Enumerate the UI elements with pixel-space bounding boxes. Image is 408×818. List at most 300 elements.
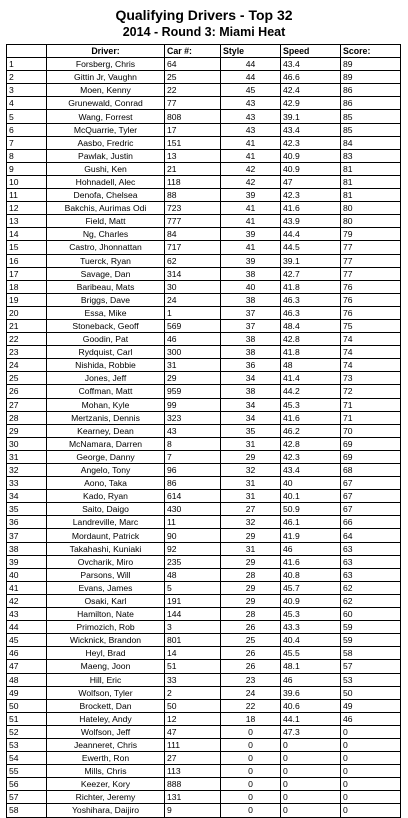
cell-style: 0 <box>221 738 281 751</box>
cell-car-number: 24 <box>165 293 221 306</box>
cell-speed: 46 <box>281 673 341 686</box>
cell-speed: 50.9 <box>281 503 341 516</box>
table-row <box>7 725 401 738</box>
cell-position: 30 <box>7 437 47 450</box>
cell-score: 66 <box>341 516 401 529</box>
cell-speed: 47.3 <box>281 725 341 738</box>
table-row <box>7 791 401 804</box>
cell-car-number: 22 <box>165 84 221 97</box>
cell-speed: 46.6 <box>281 71 341 84</box>
cell-car-number: 191 <box>165 594 221 607</box>
cell-speed: 46.3 <box>281 293 341 306</box>
cell-driver: Kearney, Dean <box>47 424 165 437</box>
cell-style: 42 <box>221 175 281 188</box>
cell-car-number: 84 <box>165 228 221 241</box>
cell-driver: Savage, Dan <box>47 267 165 280</box>
cell-score: 62 <box>341 594 401 607</box>
cell-score: 67 <box>341 490 401 503</box>
cell-position: 3 <box>7 84 47 97</box>
cell-speed: 41.8 <box>281 346 341 359</box>
cell-score: 46 <box>341 712 401 725</box>
cell-score: 85 <box>341 123 401 136</box>
cell-speed: 45.5 <box>281 647 341 660</box>
cell-position: 13 <box>7 215 47 228</box>
cell-score: 50 <box>341 686 401 699</box>
table-row <box>7 123 401 136</box>
cell-style: 37 <box>221 319 281 332</box>
cell-style: 31 <box>221 477 281 490</box>
cell-score: 81 <box>341 189 401 202</box>
cell-style: 44 <box>221 71 281 84</box>
cell-style: 25 <box>221 634 281 647</box>
cell-style: 38 <box>221 346 281 359</box>
cell-speed: 42.4 <box>281 84 341 97</box>
cell-position: 34 <box>7 490 47 503</box>
table-row <box>7 529 401 542</box>
cell-score: 85 <box>341 110 401 123</box>
cell-speed: 41.6 <box>281 411 341 424</box>
table-row <box>7 306 401 319</box>
cell-score: 0 <box>341 791 401 804</box>
table-row <box>7 241 401 254</box>
cell-driver: Hohnadell, Alec <box>47 175 165 188</box>
cell-style: 45 <box>221 84 281 97</box>
cell-style: 32 <box>221 516 281 529</box>
cell-style: 26 <box>221 621 281 634</box>
cell-speed: 0 <box>281 791 341 804</box>
cell-style: 41 <box>221 149 281 162</box>
cell-position: 27 <box>7 398 47 411</box>
page-title: Qualifying Drivers - Top 32 <box>115 7 293 23</box>
cell-car-number: 111 <box>165 738 221 751</box>
table-row <box>7 594 401 607</box>
cell-score: 68 <box>341 464 401 477</box>
cell-speed: 43.4 <box>281 123 341 136</box>
table-row <box>7 424 401 437</box>
cell-position: 40 <box>7 568 47 581</box>
cell-style: 34 <box>221 398 281 411</box>
cell-car-number: 5 <box>165 581 221 594</box>
cell-style: 0 <box>221 725 281 738</box>
cell-car-number: 2 <box>165 686 221 699</box>
cell-car-number: 12 <box>165 712 221 725</box>
cell-style: 31 <box>221 542 281 555</box>
table-row <box>7 542 401 555</box>
cell-car-number: 614 <box>165 490 221 503</box>
cell-driver: Mills, Chris <box>47 765 165 778</box>
cell-score: 86 <box>341 84 401 97</box>
table-row <box>7 464 401 477</box>
cell-style: 26 <box>221 660 281 673</box>
cell-driver: Stoneback, Geoff <box>47 319 165 332</box>
cell-driver: Richter, Jeremy <box>47 791 165 804</box>
cell-style: 22 <box>221 699 281 712</box>
cell-position: 6 <box>7 123 47 136</box>
cell-driver: Heyl, Brad <box>47 647 165 660</box>
cell-speed: 45.3 <box>281 608 341 621</box>
table-row <box>7 450 401 463</box>
table-row <box>7 333 401 346</box>
cell-driver: Yoshihara, Daijiro <box>47 804 165 817</box>
table-row <box>7 660 401 673</box>
cell-speed: 44.4 <box>281 228 341 241</box>
cell-driver: Jeanneret, Chris <box>47 738 165 751</box>
cell-style: 34 <box>221 372 281 385</box>
cell-position: 2 <box>7 71 47 84</box>
table-row <box>7 699 401 712</box>
table-row <box>7 568 401 581</box>
cell-style: 18 <box>221 712 281 725</box>
cell-driver: Brockett, Dan <box>47 699 165 712</box>
cell-score: 0 <box>341 765 401 778</box>
cell-style: 41 <box>221 136 281 149</box>
cell-driver: Hateley, Andy <box>47 712 165 725</box>
cell-car-number: 131 <box>165 791 221 804</box>
cell-position: 50 <box>7 699 47 712</box>
cell-speed: 48.4 <box>281 319 341 332</box>
cell-position: 19 <box>7 293 47 306</box>
cell-speed: 0 <box>281 738 341 751</box>
cell-driver: Denofa, Chelsea <box>47 189 165 202</box>
cell-car-number: 29 <box>165 372 221 385</box>
cell-speed: 41.6 <box>281 202 341 215</box>
cell-speed: 40.9 <box>281 162 341 175</box>
cell-position: 32 <box>7 464 47 477</box>
cell-score: 84 <box>341 136 401 149</box>
cell-driver: Moen, Kenny <box>47 84 165 97</box>
cell-speed: 44.5 <box>281 241 341 254</box>
cell-style: 0 <box>221 752 281 765</box>
cell-speed: 40.9 <box>281 594 341 607</box>
cell-speed: 39.1 <box>281 254 341 267</box>
cell-score: 0 <box>341 804 401 817</box>
cell-car-number: 723 <box>165 202 221 215</box>
table-row <box>7 608 401 621</box>
cell-speed: 42.9 <box>281 97 341 110</box>
cell-speed: 0 <box>281 778 341 791</box>
table-row <box>7 110 401 123</box>
cell-score: 76 <box>341 293 401 306</box>
table-row <box>7 621 401 634</box>
cell-car-number: 25 <box>165 71 221 84</box>
table-row <box>7 215 401 228</box>
cell-score: 71 <box>341 398 401 411</box>
column-header-speed: Speed <box>281 45 341 58</box>
table-row <box>7 804 401 817</box>
cell-driver: Wicknick, Brandon <box>47 634 165 647</box>
cell-style: 39 <box>221 228 281 241</box>
cell-driver: Gittin Jr, Vaughn <box>47 71 165 84</box>
cell-car-number: 88 <box>165 189 221 202</box>
cell-driver: Aono, Taka <box>47 477 165 490</box>
cell-score: 76 <box>341 306 401 319</box>
table-row <box>7 503 401 516</box>
cell-car-number: 777 <box>165 215 221 228</box>
table-row <box>7 175 401 188</box>
cell-speed: 43.4 <box>281 58 341 71</box>
table-row <box>7 319 401 332</box>
cell-score: 74 <box>341 333 401 346</box>
cell-speed: 0 <box>281 804 341 817</box>
table-row <box>7 162 401 175</box>
cell-speed: 0 <box>281 752 341 765</box>
cell-speed: 40.1 <box>281 490 341 503</box>
cell-speed: 42.8 <box>281 333 341 346</box>
cell-car-number: 90 <box>165 529 221 542</box>
cell-score: 49 <box>341 699 401 712</box>
cell-driver: Mohan, Kyle <box>47 398 165 411</box>
cell-car-number: 11 <box>165 516 221 529</box>
cell-score: 0 <box>341 752 401 765</box>
cell-driver: Forsberg, Chris <box>47 58 165 71</box>
cell-score: 79 <box>341 228 401 241</box>
cell-position: 22 <box>7 333 47 346</box>
cell-score: 60 <box>341 608 401 621</box>
cell-driver: Rydquist, Carl <box>47 346 165 359</box>
cell-position: 23 <box>7 346 47 359</box>
cell-position: 39 <box>7 555 47 568</box>
cell-driver: Keezer, Kory <box>47 778 165 791</box>
cell-position: 29 <box>7 424 47 437</box>
cell-position: 42 <box>7 594 47 607</box>
cell-position: 43 <box>7 608 47 621</box>
cell-car-number: 27 <box>165 752 221 765</box>
cell-position: 58 <box>7 804 47 817</box>
cell-style: 39 <box>221 254 281 267</box>
table-row <box>7 634 401 647</box>
cell-car-number: 96 <box>165 464 221 477</box>
cell-position: 33 <box>7 477 47 490</box>
cell-driver: Castro, Jhonnattan <box>47 241 165 254</box>
cell-position: 55 <box>7 765 47 778</box>
cell-car-number: 99 <box>165 398 221 411</box>
cell-car-number: 888 <box>165 778 221 791</box>
cell-driver: Angelo, Tony <box>47 464 165 477</box>
cell-style: 44 <box>221 58 281 71</box>
cell-position: 53 <box>7 738 47 751</box>
table-row <box>7 738 401 751</box>
cell-speed: 42.3 <box>281 136 341 149</box>
cell-style: 38 <box>221 385 281 398</box>
cell-speed: 43.4 <box>281 464 341 477</box>
table-row <box>7 398 401 411</box>
cell-position: 31 <box>7 450 47 463</box>
cell-position: 38 <box>7 542 47 555</box>
cell-driver: Kado, Ryan <box>47 490 165 503</box>
cell-score: 59 <box>341 621 401 634</box>
cell-position: 20 <box>7 306 47 319</box>
cell-speed: 42.7 <box>281 267 341 280</box>
cell-speed: 44.2 <box>281 385 341 398</box>
cell-position: 7 <box>7 136 47 149</box>
cell-driver: Maeng, Joon <box>47 660 165 673</box>
cell-position: 5 <box>7 110 47 123</box>
table-row <box>7 293 401 306</box>
cell-car-number: 50 <box>165 699 221 712</box>
table-row <box>7 254 401 267</box>
table-row <box>7 372 401 385</box>
cell-speed: 41.4 <box>281 372 341 385</box>
cell-style: 38 <box>221 333 281 346</box>
cell-driver: Coffman, Matt <box>47 385 165 398</box>
cell-score: 77 <box>341 254 401 267</box>
cell-style: 29 <box>221 529 281 542</box>
cell-score: 73 <box>341 372 401 385</box>
cell-position: 49 <box>7 686 47 699</box>
table-row <box>7 477 401 490</box>
cell-position: 45 <box>7 634 47 647</box>
cell-position: 11 <box>7 189 47 202</box>
cell-style: 31 <box>221 490 281 503</box>
cell-score: 53 <box>341 673 401 686</box>
table-row <box>7 58 401 71</box>
cell-score: 86 <box>341 97 401 110</box>
cell-driver: Briggs, Dave <box>47 293 165 306</box>
cell-speed: 40 <box>281 477 341 490</box>
cell-score: 63 <box>341 568 401 581</box>
cell-score: 83 <box>341 149 401 162</box>
cell-position: 51 <box>7 712 47 725</box>
cell-car-number: 92 <box>165 542 221 555</box>
table-row <box>7 97 401 110</box>
cell-car-number: 314 <box>165 267 221 280</box>
cell-score: 74 <box>341 346 401 359</box>
cell-style: 23 <box>221 673 281 686</box>
cell-car-number: 717 <box>165 241 221 254</box>
cell-car-number: 33 <box>165 673 221 686</box>
cell-speed: 47 <box>281 175 341 188</box>
cell-score: 63 <box>341 555 401 568</box>
table-row <box>7 385 401 398</box>
cell-position: 1 <box>7 58 47 71</box>
cell-position: 44 <box>7 621 47 634</box>
cell-driver: Landreville, Marc <box>47 516 165 529</box>
cell-speed: 40.6 <box>281 699 341 712</box>
cell-driver: Field, Matt <box>47 215 165 228</box>
table-row <box>7 346 401 359</box>
cell-driver: Ng, Charles <box>47 228 165 241</box>
cell-style: 41 <box>221 215 281 228</box>
cell-position: 52 <box>7 725 47 738</box>
cell-car-number: 808 <box>165 110 221 123</box>
cell-speed: 46.2 <box>281 424 341 437</box>
cell-speed: 45.3 <box>281 398 341 411</box>
cell-speed: 43.9 <box>281 215 341 228</box>
cell-style: 35 <box>221 424 281 437</box>
cell-score: 89 <box>341 58 401 71</box>
cell-score: 0 <box>341 778 401 791</box>
cell-position: 17 <box>7 267 47 280</box>
cell-car-number: 801 <box>165 634 221 647</box>
cell-car-number: 323 <box>165 411 221 424</box>
cell-speed: 45.7 <box>281 581 341 594</box>
column-header-position <box>7 45 47 58</box>
cell-position: 25 <box>7 372 47 385</box>
cell-speed: 44.1 <box>281 712 341 725</box>
cell-score: 76 <box>341 280 401 293</box>
cell-position: 26 <box>7 385 47 398</box>
cell-score: 62 <box>341 581 401 594</box>
cell-score: 81 <box>341 162 401 175</box>
column-header-style: Style <box>221 45 281 58</box>
cell-style: 43 <box>221 97 281 110</box>
cell-car-number: 300 <box>165 346 221 359</box>
cell-driver: Aasbo, Fredric <box>47 136 165 149</box>
table-row <box>7 71 401 84</box>
cell-style: 0 <box>221 804 281 817</box>
cell-position: 8 <box>7 149 47 162</box>
cell-driver: Bakchis, Aurimas Odi <box>47 202 165 215</box>
cell-speed: 40.8 <box>281 568 341 581</box>
cell-driver: Essa, Mike <box>47 306 165 319</box>
cell-position: 18 <box>7 280 47 293</box>
cell-score: 69 <box>341 437 401 450</box>
cell-style: 41 <box>221 241 281 254</box>
cell-car-number: 144 <box>165 608 221 621</box>
table-row <box>7 136 401 149</box>
cell-score: 89 <box>341 71 401 84</box>
table-row <box>7 84 401 97</box>
cell-driver: Ovcharik, Miro <box>47 555 165 568</box>
cell-position: 54 <box>7 752 47 765</box>
table-row <box>7 647 401 660</box>
table-row <box>7 202 401 215</box>
cell-car-number: 430 <box>165 503 221 516</box>
cell-style: 39 <box>221 189 281 202</box>
cell-speed: 40.4 <box>281 634 341 647</box>
cell-score: 63 <box>341 542 401 555</box>
cell-score: 72 <box>341 385 401 398</box>
cell-driver: Baribeau, Mats <box>47 280 165 293</box>
cell-speed: 48.1 <box>281 660 341 673</box>
cell-speed: 42.8 <box>281 437 341 450</box>
cell-speed: 43.3 <box>281 621 341 634</box>
table-row <box>7 686 401 699</box>
table-header-row <box>7 45 401 58</box>
cell-driver: Saito, Daigo <box>47 503 165 516</box>
cell-car-number: 51 <box>165 660 221 673</box>
table-row <box>7 516 401 529</box>
cell-driver: Hamilton, Nate <box>47 608 165 621</box>
cell-speed: 46.3 <box>281 306 341 319</box>
cell-car-number: 9 <box>165 804 221 817</box>
cell-score: 0 <box>341 738 401 751</box>
cell-driver: Wolfson, Jeff <box>47 725 165 738</box>
cell-score: 59 <box>341 634 401 647</box>
table-row <box>7 228 401 241</box>
table-row <box>7 149 401 162</box>
table-row <box>7 581 401 594</box>
cell-style: 0 <box>221 778 281 791</box>
table-row <box>7 765 401 778</box>
cell-position: 57 <box>7 791 47 804</box>
cell-car-number: 14 <box>165 647 221 660</box>
cell-driver: Ewerth, Ron <box>47 752 165 765</box>
cell-speed: 42.3 <box>281 450 341 463</box>
cell-style: 28 <box>221 608 281 621</box>
cell-position: 35 <box>7 503 47 516</box>
cell-speed: 46 <box>281 542 341 555</box>
cell-driver: Tuerck, Ryan <box>47 254 165 267</box>
cell-position: 24 <box>7 359 47 372</box>
table-row <box>7 280 401 293</box>
cell-score: 67 <box>341 503 401 516</box>
cell-car-number: 151 <box>165 136 221 149</box>
cell-speed: 46.1 <box>281 516 341 529</box>
cell-position: 21 <box>7 319 47 332</box>
cell-driver: McNamara, Darren <box>47 437 165 450</box>
cell-score: 58 <box>341 647 401 660</box>
